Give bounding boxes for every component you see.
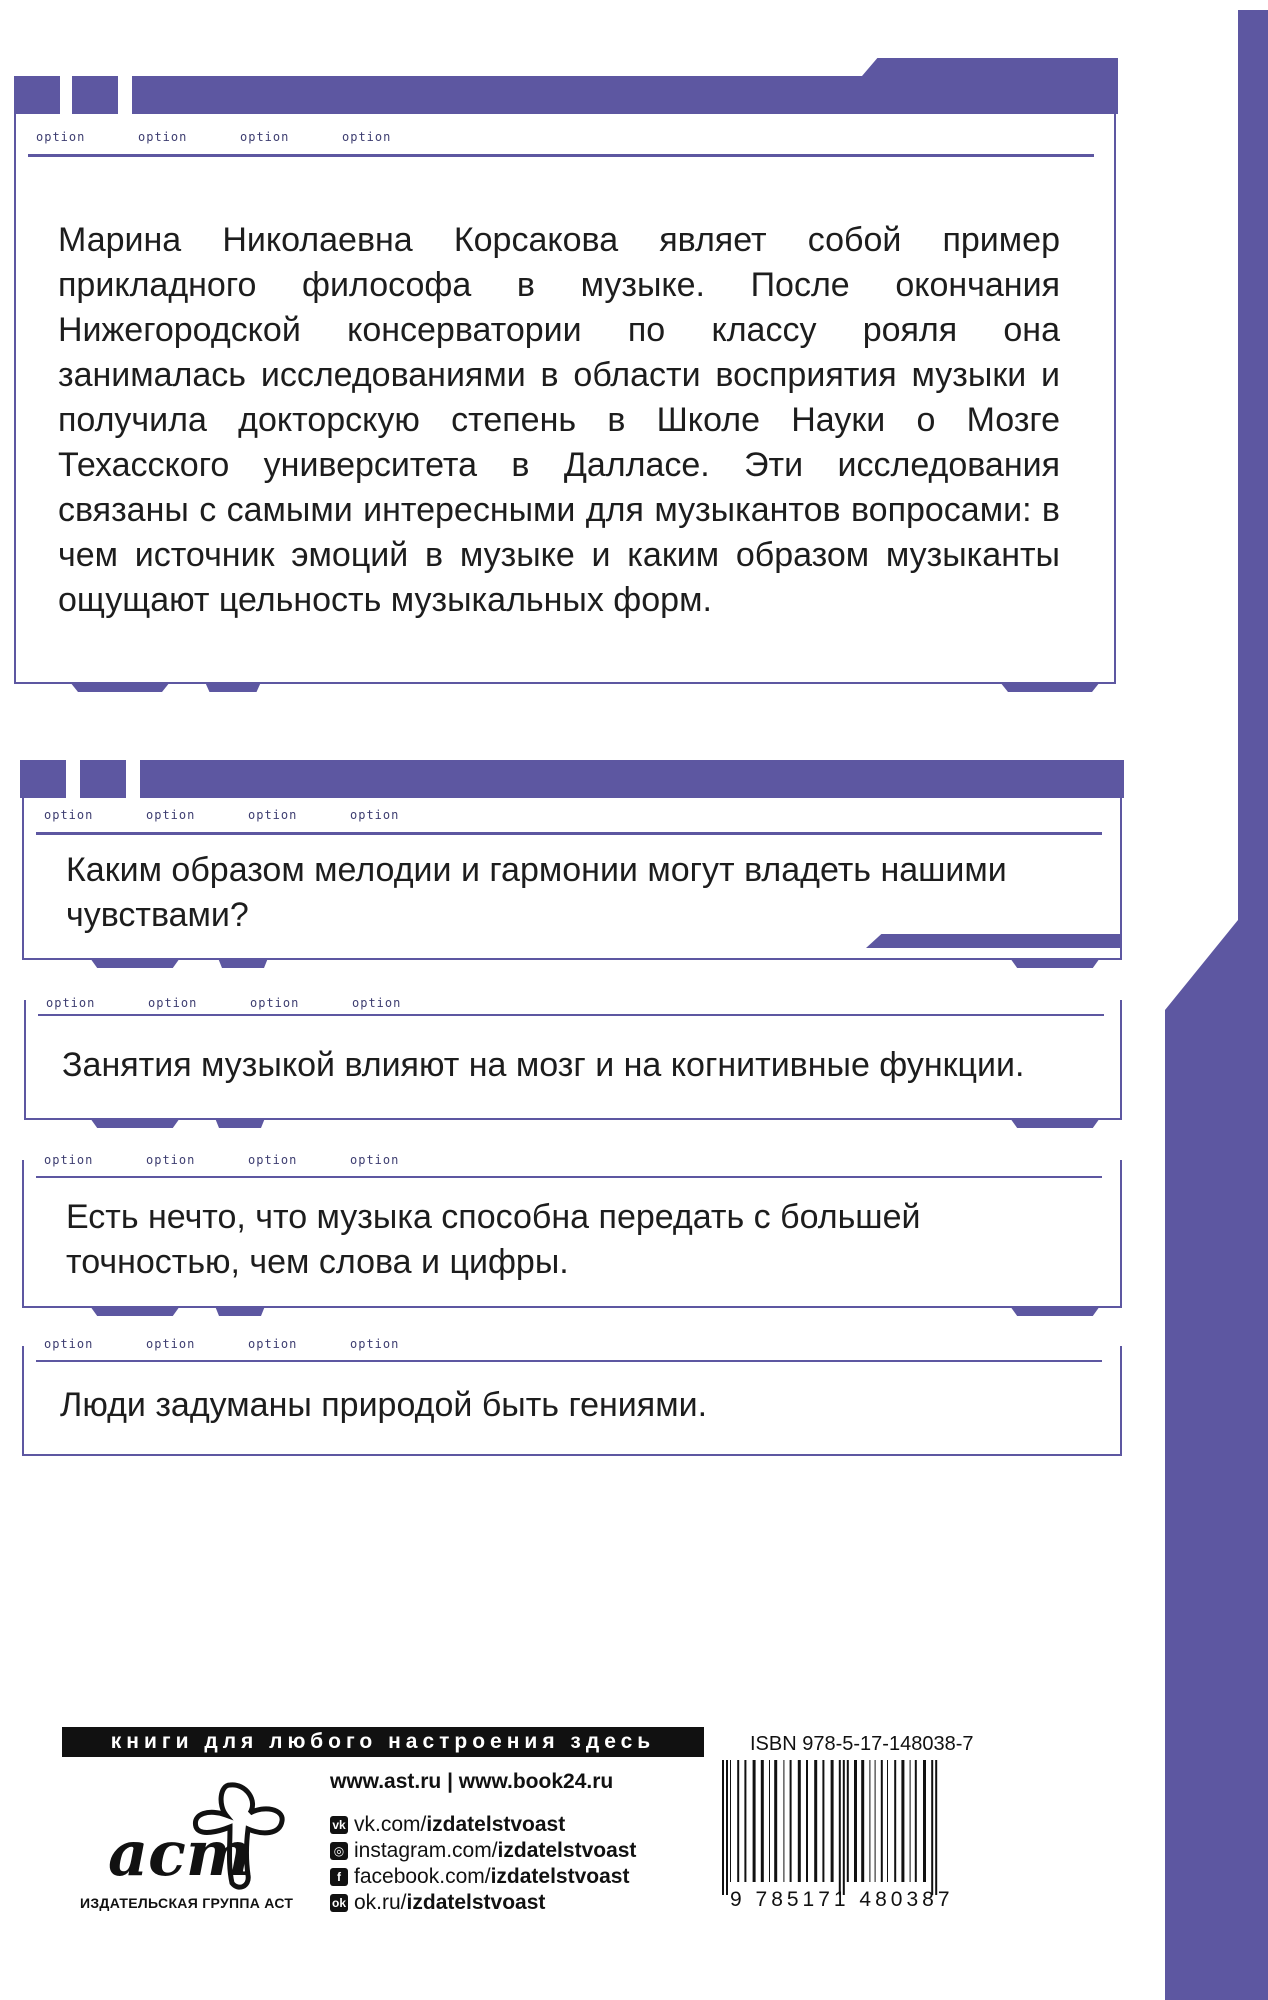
option-label[interactable]: option [248, 1337, 298, 1351]
barcode-bar [737, 1760, 739, 1882]
barcode-bar [726, 1760, 728, 1895]
quote-option-row [44, 1337, 452, 1351]
social-prefix: instagram.com/ [354, 1839, 498, 1862]
quote-text: Занятия музыкой влияют на мозг и на когнитивные функции. [62, 1046, 1025, 1084]
barcode-bar [839, 1760, 841, 1895]
social-link-ok[interactable] [330, 1891, 545, 1915]
option-label[interactable]: option [44, 808, 94, 822]
barcode-bar [722, 1760, 724, 1895]
barcode-bar [875, 1760, 876, 1882]
barcode-bar [744, 1760, 746, 1882]
option-label[interactable]: option [240, 130, 290, 144]
barcode-bar [869, 1760, 870, 1882]
barcode-bar [881, 1760, 883, 1882]
barcode-bar [761, 1760, 764, 1882]
barcode-bar [847, 1760, 849, 1882]
barcode-bar [861, 1760, 864, 1882]
social-link-vk[interactable] [330, 1813, 565, 1837]
quote-text: Каким образом мелодии и гармонии могут владеть нашими чувствами? [66, 851, 1007, 934]
spine-diagonal [1165, 920, 1238, 1010]
quote-text: Люди задуманы природой быть гениями. [60, 1386, 708, 1424]
barcode-bar [901, 1760, 904, 1882]
barcode [718, 1760, 978, 1895]
vk-icon: vk [330, 1816, 348, 1834]
quote-option-row [44, 808, 452, 822]
barcode-bar [831, 1760, 834, 1882]
option-label[interactable]: option [146, 1153, 196, 1167]
option-label[interactable]: option [46, 996, 96, 1010]
social-handle: izdatelstvoast [497, 1839, 637, 1862]
odnoklassniki-icon: ok [331, 1896, 346, 1910]
about-option-row [36, 130, 444, 144]
author-bio: Марина Николаевна Корсакова являет собой пример прикладного философа в музыке. После окончания Нижегородской консерватории по классу рояля она занималась исследованиями в области восприятия музыки и получила докторскую степень в Школе Науки о Мозге Техасского университета в Далласе. Эти исследования связаны с самыми интересными для музыкантов вопросами: в чем источник эмоций в музыке и каким образом музыканты ощущают цельность музыкальных форм. [58, 221, 1060, 619]
barcode-bar [753, 1760, 756, 1882]
about-title-bar [14, 76, 1118, 114]
option-label[interactable]: option [36, 130, 86, 144]
option-label[interactable]: option [148, 996, 198, 1010]
quote-option-row [46, 996, 454, 1010]
option-label[interactable]: option [350, 1337, 400, 1351]
social-prefix: vk.com/ [354, 1813, 427, 1836]
barcode-bar [915, 1760, 917, 1882]
publisher-slogan: книги для любого настроения здесь [62, 1727, 704, 1757]
barcode-bar [887, 1760, 888, 1882]
barcode-bar [814, 1760, 817, 1882]
social-handle: izdatelstvoast [426, 1813, 566, 1836]
spine-wide-stripe [1165, 1010, 1268, 2000]
option-label[interactable]: option [146, 1337, 196, 1351]
social-prefix: ok.ru/ [354, 1891, 407, 1914]
option-label[interactable]: option [350, 808, 400, 822]
barcode-bar [854, 1760, 857, 1882]
quote-text: Есть нечто, что музыка способна передать с большей точностью, чем слова и цифры. [66, 1198, 921, 1281]
social-handle: izdatelstvoast [406, 1891, 546, 1914]
quote-option-row [44, 1153, 452, 1167]
social-handle: izdatelstvoast [490, 1865, 630, 1888]
option-label[interactable]: option [342, 130, 392, 144]
barcode-bar [822, 1760, 824, 1882]
option-label[interactable]: option [44, 1153, 94, 1167]
barcode-bar [806, 1760, 808, 1882]
ast-logo [80, 1775, 320, 1895]
social-link-instagram[interactable] [330, 1839, 636, 1863]
barcode-bar [910, 1760, 911, 1882]
barcode-bar [769, 1760, 770, 1882]
isbn-label: ISBN 978-5-17-148038-7 [750, 1733, 974, 1755]
barcode-bar [935, 1760, 937, 1895]
barcode-bar [843, 1760, 845, 1895]
option-label[interactable]: option [250, 996, 300, 1010]
barcode-bar [923, 1760, 926, 1882]
option-label[interactable]: option [138, 130, 188, 144]
barcode-bar [790, 1760, 792, 1882]
barcode-bar [783, 1760, 784, 1882]
barcode-bar [774, 1760, 777, 1882]
barcode-bar [931, 1760, 933, 1895]
barcode-bar [798, 1760, 801, 1882]
option-label[interactable]: option [352, 996, 402, 1010]
social-prefix: facebook.com/ [354, 1865, 491, 1888]
logo-text: аст [108, 1817, 252, 1890]
instagram-icon: ◎ [330, 1842, 348, 1860]
option-label[interactable]: option [248, 808, 298, 822]
barcode-number: 9 785171 480387 [730, 1888, 954, 1911]
website-links[interactable]: www.ast.ru | www.book24.ru [330, 1770, 614, 1793]
quote-title-bar [20, 760, 1124, 798]
barcode-bar [730, 1760, 731, 1882]
option-label[interactable]: option [248, 1153, 298, 1167]
ast-logo-icon [80, 1775, 320, 1895]
social-link-facebook[interactable] [330, 1865, 629, 1889]
option-label[interactable]: option [146, 808, 196, 822]
option-label[interactable]: option [350, 1153, 400, 1167]
barcode-bar [894, 1760, 896, 1882]
facebook-icon: f [330, 1868, 348, 1886]
option-label[interactable]: option [44, 1337, 94, 1351]
logo-caption: ИЗДАТЕЛЬСКАЯ ГРУППА АСТ [80, 1895, 294, 1911]
